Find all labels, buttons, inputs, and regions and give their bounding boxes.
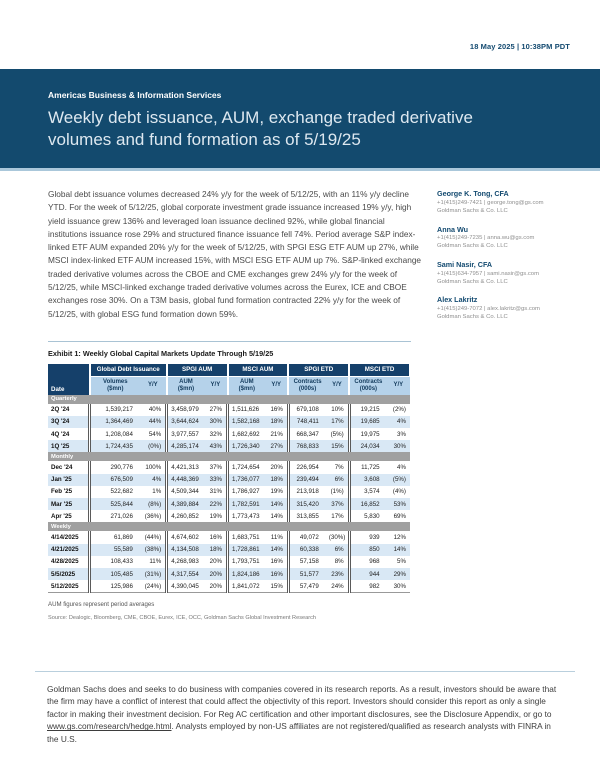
value-cell: 679,108 [288, 404, 325, 416]
yoy-cell: 10% [331, 406, 344, 414]
col-subheader-yoy: Y/Y [326, 376, 349, 394]
value-cell: 55,589 [90, 544, 140, 556]
value-cell: 4,389,884 [167, 498, 204, 510]
table-row [48, 461, 410, 473]
author-contact[interactable]: +1(415)249-7072 | alex.lakritz@gs.com [437, 305, 540, 312]
table-row [48, 486, 410, 498]
row-date: Feb '25 [51, 488, 73, 496]
yoy-cell: (0%) [140, 440, 167, 452]
yoy-cell: 37% [326, 498, 349, 510]
author-contact[interactable]: +1(415)249-7235 | anna.wu@gs.com [437, 235, 535, 242]
row-date: 1Q '25 [48, 440, 90, 452]
value-cell: 1,793,751 [228, 556, 265, 568]
row-date: Apr '25 [51, 512, 72, 520]
value-cell: 19,685 [349, 416, 386, 428]
yoy-cell: 14% [265, 498, 288, 510]
yoy-cell: 30% [387, 440, 410, 452]
yoy-cell: 21% [270, 430, 283, 438]
table-row [48, 580, 410, 593]
table-row [48, 556, 410, 568]
yoy-cell: 19% [209, 512, 223, 520]
exhibit-table [48, 364, 411, 593]
value-cell: 4,421,313 [167, 461, 204, 473]
yoy-cell: 20% [270, 464, 283, 472]
author-block [437, 260, 572, 286]
report-series-label: Americas Business & Information Services [48, 90, 222, 100]
yoy-cell: 20% [209, 558, 223, 566]
yoy-cell: 8% [334, 558, 344, 566]
table-row [48, 440, 410, 452]
value-cell: 315,420 [288, 498, 325, 510]
author-name: Sami Nasir, CFA [437, 260, 493, 270]
row-date: 3Q '24 [48, 416, 90, 428]
value-cell: 850 [349, 544, 386, 556]
disclaimer-text: Goldman Sachs does and seeks to do business with companies covered in its research reports. As a result, investors should be aware that the firm may have a conflict of interest that could affect the objectivity of this report. Investors should consider this report as only a single factor in making their investment decision. For Reg AC certification and other important disclosures, see the Disclosure Appendix, or go to [47, 684, 557, 719]
yoy-cell: 14% [270, 512, 283, 520]
value-cell: 51,577 [288, 568, 325, 580]
value-cell: 1,682,692 [228, 428, 265, 440]
yoy-cell: (30%) [328, 533, 346, 541]
author-name: Alex Lakritz [437, 295, 478, 305]
author-contact[interactable]: +1(415)249-7421 | george.tong@gs.com [437, 199, 544, 206]
yoy-cell: 18% [265, 474, 288, 486]
author-name: Anna Wu [437, 224, 469, 234]
row-date: 2Q '24 [51, 406, 70, 414]
col-subheader-value: AUM ($mn) [228, 376, 265, 394]
yoy-cell: 11% [270, 533, 283, 541]
value-cell: 3,644,624 [167, 416, 204, 428]
col-group-header: SPGI AUM [167, 364, 228, 377]
value-cell: 968 [349, 556, 386, 568]
yoy-cell: 29% [387, 568, 410, 580]
value-cell: 1,786,927 [228, 486, 265, 498]
yoy-cell: (4%) [392, 488, 406, 496]
value-cell: 61,869 [90, 531, 140, 543]
table-row [48, 510, 410, 522]
yoy-cell: 24% [331, 582, 344, 590]
value-cell: 4,390,045 [167, 580, 204, 593]
col-subheader-yoy: Y/Y [265, 376, 288, 394]
yoy-cell: 27% [209, 406, 223, 414]
yoy-cell: 14% [265, 544, 288, 556]
table-row [48, 404, 410, 416]
value-cell: 3,977,557 [167, 428, 204, 440]
value-cell: 939 [349, 531, 386, 543]
author-block [437, 189, 572, 215]
col-group-header: MSCI ETD [349, 364, 410, 377]
value-cell: 4,134,508 [167, 544, 204, 556]
yoy-cell: 19% [270, 488, 283, 496]
value-cell: 3,574 [349, 486, 386, 498]
yoy-cell: 17% [326, 416, 349, 428]
yoy-cell: 6% [326, 474, 349, 486]
yoy-cell: 32% [209, 430, 223, 438]
value-cell: 5,830 [349, 510, 386, 522]
footer-divider [35, 671, 575, 672]
value-cell: 4,317,554 [167, 568, 204, 580]
value-cell: 1,208,084 [90, 428, 140, 440]
value-cell: 105,485 [90, 568, 140, 580]
table-row [48, 568, 410, 580]
yoy-cell: 12% [393, 533, 406, 541]
top-bar [0, 0, 600, 54]
author-firm: Goldman Sachs & Co. LLC [437, 313, 508, 320]
row-date: 5/5/2025 [48, 568, 90, 580]
yoy-cell: 16% [209, 533, 223, 541]
yoy-cell: 69% [393, 512, 406, 520]
value-cell: 4,260,852 [167, 510, 204, 522]
yoy-cell: 20% [204, 568, 227, 580]
col-group-header: Global Debt Issuance [90, 364, 167, 377]
disclosure-footer [47, 683, 563, 745]
col-group-header: MSCI AUM [228, 364, 289, 377]
value-cell: 982 [349, 580, 386, 593]
yoy-cell: (36%) [144, 512, 162, 520]
value-cell: 57,158 [288, 556, 325, 568]
value-cell: 60,338 [288, 544, 325, 556]
yoy-cell: 18% [265, 416, 288, 428]
exhibit-section [48, 341, 411, 621]
value-cell: 1,726,340 [228, 440, 265, 452]
yoy-cell: 54% [148, 430, 162, 438]
value-cell: 676,509 [90, 474, 140, 486]
yoy-cell: 18% [204, 544, 227, 556]
yoy-cell: 4% [397, 464, 406, 472]
value-cell: 1,728,861 [228, 544, 265, 556]
author-firm: Goldman Sachs & Co. LLC [437, 243, 508, 250]
value-cell: 108,433 [90, 556, 140, 568]
value-cell: 1,724,435 [90, 440, 140, 452]
yoy-cell: (24%) [144, 582, 162, 590]
row-date: 4/28/2025 [51, 558, 79, 566]
yoy-cell: (44%) [144, 533, 162, 541]
yoy-cell: 16% [270, 406, 283, 414]
value-cell: 768,833 [288, 440, 325, 452]
value-cell: 1,773,473 [228, 510, 265, 522]
value-cell: 1,782,591 [228, 498, 265, 510]
yoy-cell: (38%) [140, 544, 167, 556]
yoy-cell: 31% [209, 488, 223, 496]
yoy-cell: 22% [204, 498, 227, 510]
col-subheader-yoy: Y/Y [140, 376, 167, 394]
yoy-cell: (1%) [330, 488, 344, 496]
exhibit-divider [48, 341, 411, 342]
content-area [0, 171, 600, 331]
value-cell: 16,852 [349, 498, 386, 510]
yoy-cell: 53% [387, 498, 410, 510]
col-subheader-value: Contracts (000s) [349, 376, 386, 394]
author-block [437, 225, 572, 251]
col-subheader-value: Contracts (000s) [288, 376, 325, 394]
col-header-date: Date [48, 364, 90, 395]
value-cell: 19,975 [349, 428, 386, 440]
value-cell: 4,268,983 [167, 556, 204, 568]
yoy-cell: 43% [204, 440, 227, 452]
value-cell: 522,682 [90, 486, 140, 498]
col-subheader-yoy: Y/Y [387, 376, 410, 394]
yoy-cell: 16% [270, 558, 283, 566]
table-row [48, 544, 410, 556]
table-row [48, 428, 410, 440]
table-source: Source: Dealogic, Bloomberg, CME, CBOE, Eurex, ICE, OCC, Goldman Sachs Global Investment Research [48, 615, 316, 622]
yoy-cell: 37% [209, 464, 223, 472]
title-banner [0, 69, 600, 171]
value-cell: 24,034 [349, 440, 386, 452]
yoy-cell: 44% [140, 416, 167, 428]
yoy-cell: (2%) [392, 406, 406, 414]
yoy-cell: 17% [331, 512, 344, 520]
yoy-cell: 20% [209, 582, 223, 590]
row-date: Jan '25 [48, 474, 90, 486]
yoy-cell: (5%) [387, 474, 410, 486]
section-row [48, 452, 410, 461]
row-date: Dec '24 [51, 464, 73, 472]
author-firm: Goldman Sachs & Co. LLC [437, 278, 508, 285]
value-cell: 19,215 [349, 404, 386, 416]
value-cell: 1,724,654 [228, 461, 265, 473]
yoy-cell: 7% [334, 464, 344, 472]
value-cell: 290,776 [90, 461, 140, 473]
value-cell: 1,736,077 [228, 474, 265, 486]
value-cell: 1,364,469 [90, 416, 140, 428]
value-cell: 57,479 [288, 580, 325, 593]
section-label: Weekly [48, 522, 410, 531]
author-name: George K. Tong, CFA [437, 189, 509, 199]
section-row [48, 522, 410, 531]
disclaimer-text: . Analysts employed by non-US affiliates are not registered/qualified as research analysts with FINRA in the U.S. [47, 721, 551, 744]
yoy-cell: 33% [204, 474, 227, 486]
table-row [48, 498, 410, 510]
yoy-cell: 27% [265, 440, 288, 452]
value-cell: 1,511,626 [228, 404, 265, 416]
yoy-cell: 30% [204, 416, 227, 428]
section-label: Quarterly [48, 395, 410, 404]
yoy-cell: 6% [326, 544, 349, 556]
row-date: 4/14/2025 [51, 533, 79, 541]
value-cell: 4,448,369 [167, 474, 204, 486]
value-cell: 49,072 [288, 531, 325, 543]
value-cell: 271,026 [90, 510, 140, 522]
table-row [48, 531, 410, 543]
yoy-cell: 1% [152, 488, 162, 496]
row-date: Mar '25 [48, 498, 90, 510]
col-subheader-yoy: Y/Y [204, 376, 227, 394]
value-cell: 748,411 [288, 416, 325, 428]
exhibit-title: Exhibit 1: Weekly Global Capital Markets Update Through 5/19/25 [48, 348, 274, 358]
yoy-cell: 4% [387, 416, 410, 428]
row-date: 4Q '24 [51, 430, 70, 438]
author-firm: Goldman Sachs & Co. LLC [437, 207, 508, 214]
value-cell: 1,683,751 [228, 531, 265, 543]
value-cell: 4,674,602 [167, 531, 204, 543]
yoy-cell: 40% [148, 406, 162, 414]
author-block [437, 295, 572, 321]
table-row [48, 416, 410, 428]
value-cell: 239,494 [288, 474, 325, 486]
table-row [48, 474, 410, 486]
yoy-cell: 5% [397, 558, 406, 566]
value-cell: 213,918 [288, 486, 325, 498]
row-date: 5/12/2025 [51, 582, 79, 590]
value-cell: 944 [349, 568, 386, 580]
value-cell: 1,841,072 [228, 580, 265, 593]
value-cell: 4,285,174 [167, 440, 204, 452]
section-row [48, 395, 410, 404]
col-subheader-value: Volumes ($mn) [90, 376, 140, 394]
summary-paragraph: Global debt issuance volumes decreased 24% y/y for the week of 5/12/25, with an 11% y/y decline YTD. For the week of 5/12/25, global corporate investment grade issuance increased 19% y/y, high yield issuance grew 136% and leveraged loan issuance declined 92%, while global financial institutions issuance rose 29% and structured finance issuance fell 74%. Period average S&P index-linked ETF AUM expanded 20% y/y for the week of 5/12/25, with SPGI ESG ETF AUM up 27%, while MSCI index-linked ETF AUM increased 15%, with MSCI ESG ETF AUM up 7%. S&P-linked exchange traded derivative volumes across the CBOE and CME exchanges grew 24% y/y for the week of 5/12/25, while MSCI-linked exchange traded derivative volumes across the Eurex, ICE and CBOE exchanges rose 30%. On a T3M basis, global fund formation contracted 22% y/y for the week of 5/12/25, with global ESG fund formation down 59%. [48, 189, 422, 319]
yoy-cell: 15% [326, 440, 349, 452]
yoy-cell: (5%) [330, 430, 344, 438]
yoy-cell: 14% [387, 544, 410, 556]
yoy-cell: 3% [397, 430, 406, 438]
yoy-cell: (31%) [140, 568, 167, 580]
table-footnote: AUM figures represent period averages [48, 601, 155, 609]
section-label: Monthly [48, 452, 410, 461]
yoy-cell: 23% [326, 568, 349, 580]
value-cell: 668,347 [288, 428, 325, 440]
yoy-cell: 30% [393, 582, 406, 590]
row-date: 4/21/2025 [48, 544, 90, 556]
value-cell: 3,608 [349, 474, 386, 486]
yoy-cell: 16% [265, 568, 288, 580]
col-subheader-value: AUM ($mn) [167, 376, 204, 394]
yoy-cell: (8%) [140, 498, 167, 510]
disclosure-link[interactable]: www.gs.com/research/hedge.html [47, 721, 172, 732]
yoy-cell: 4% [140, 474, 167, 486]
value-cell: 1,539,217 [90, 404, 140, 416]
value-cell: 1,824,186 [228, 568, 265, 580]
yoy-cell: 100% [145, 464, 162, 472]
yoy-cell: 15% [270, 582, 283, 590]
value-cell: 525,844 [90, 498, 140, 510]
value-cell: 11,725 [349, 461, 386, 473]
authors-panel [437, 188, 572, 331]
value-cell: 125,986 [90, 580, 140, 593]
col-group-header: SPGI ETD [288, 364, 349, 377]
value-cell: 3,458,979 [167, 404, 204, 416]
publish-datetime: 18 May 2025 | 10:38PM PDT [469, 42, 570, 51]
value-cell: 1,582,168 [228, 416, 265, 428]
yoy-cell: 11% [149, 558, 162, 566]
page-title: Weekly debt issuance, AUM, exchange traded derivative volumes and fund formation as of 5/19/25 [48, 108, 473, 149]
author-contact[interactable]: +1(415)634-7957 | sami.nasir@gs.com [437, 270, 539, 277]
value-cell: 226,954 [288, 461, 325, 473]
value-cell: 313,855 [288, 510, 325, 522]
value-cell: 4,509,344 [167, 486, 204, 498]
